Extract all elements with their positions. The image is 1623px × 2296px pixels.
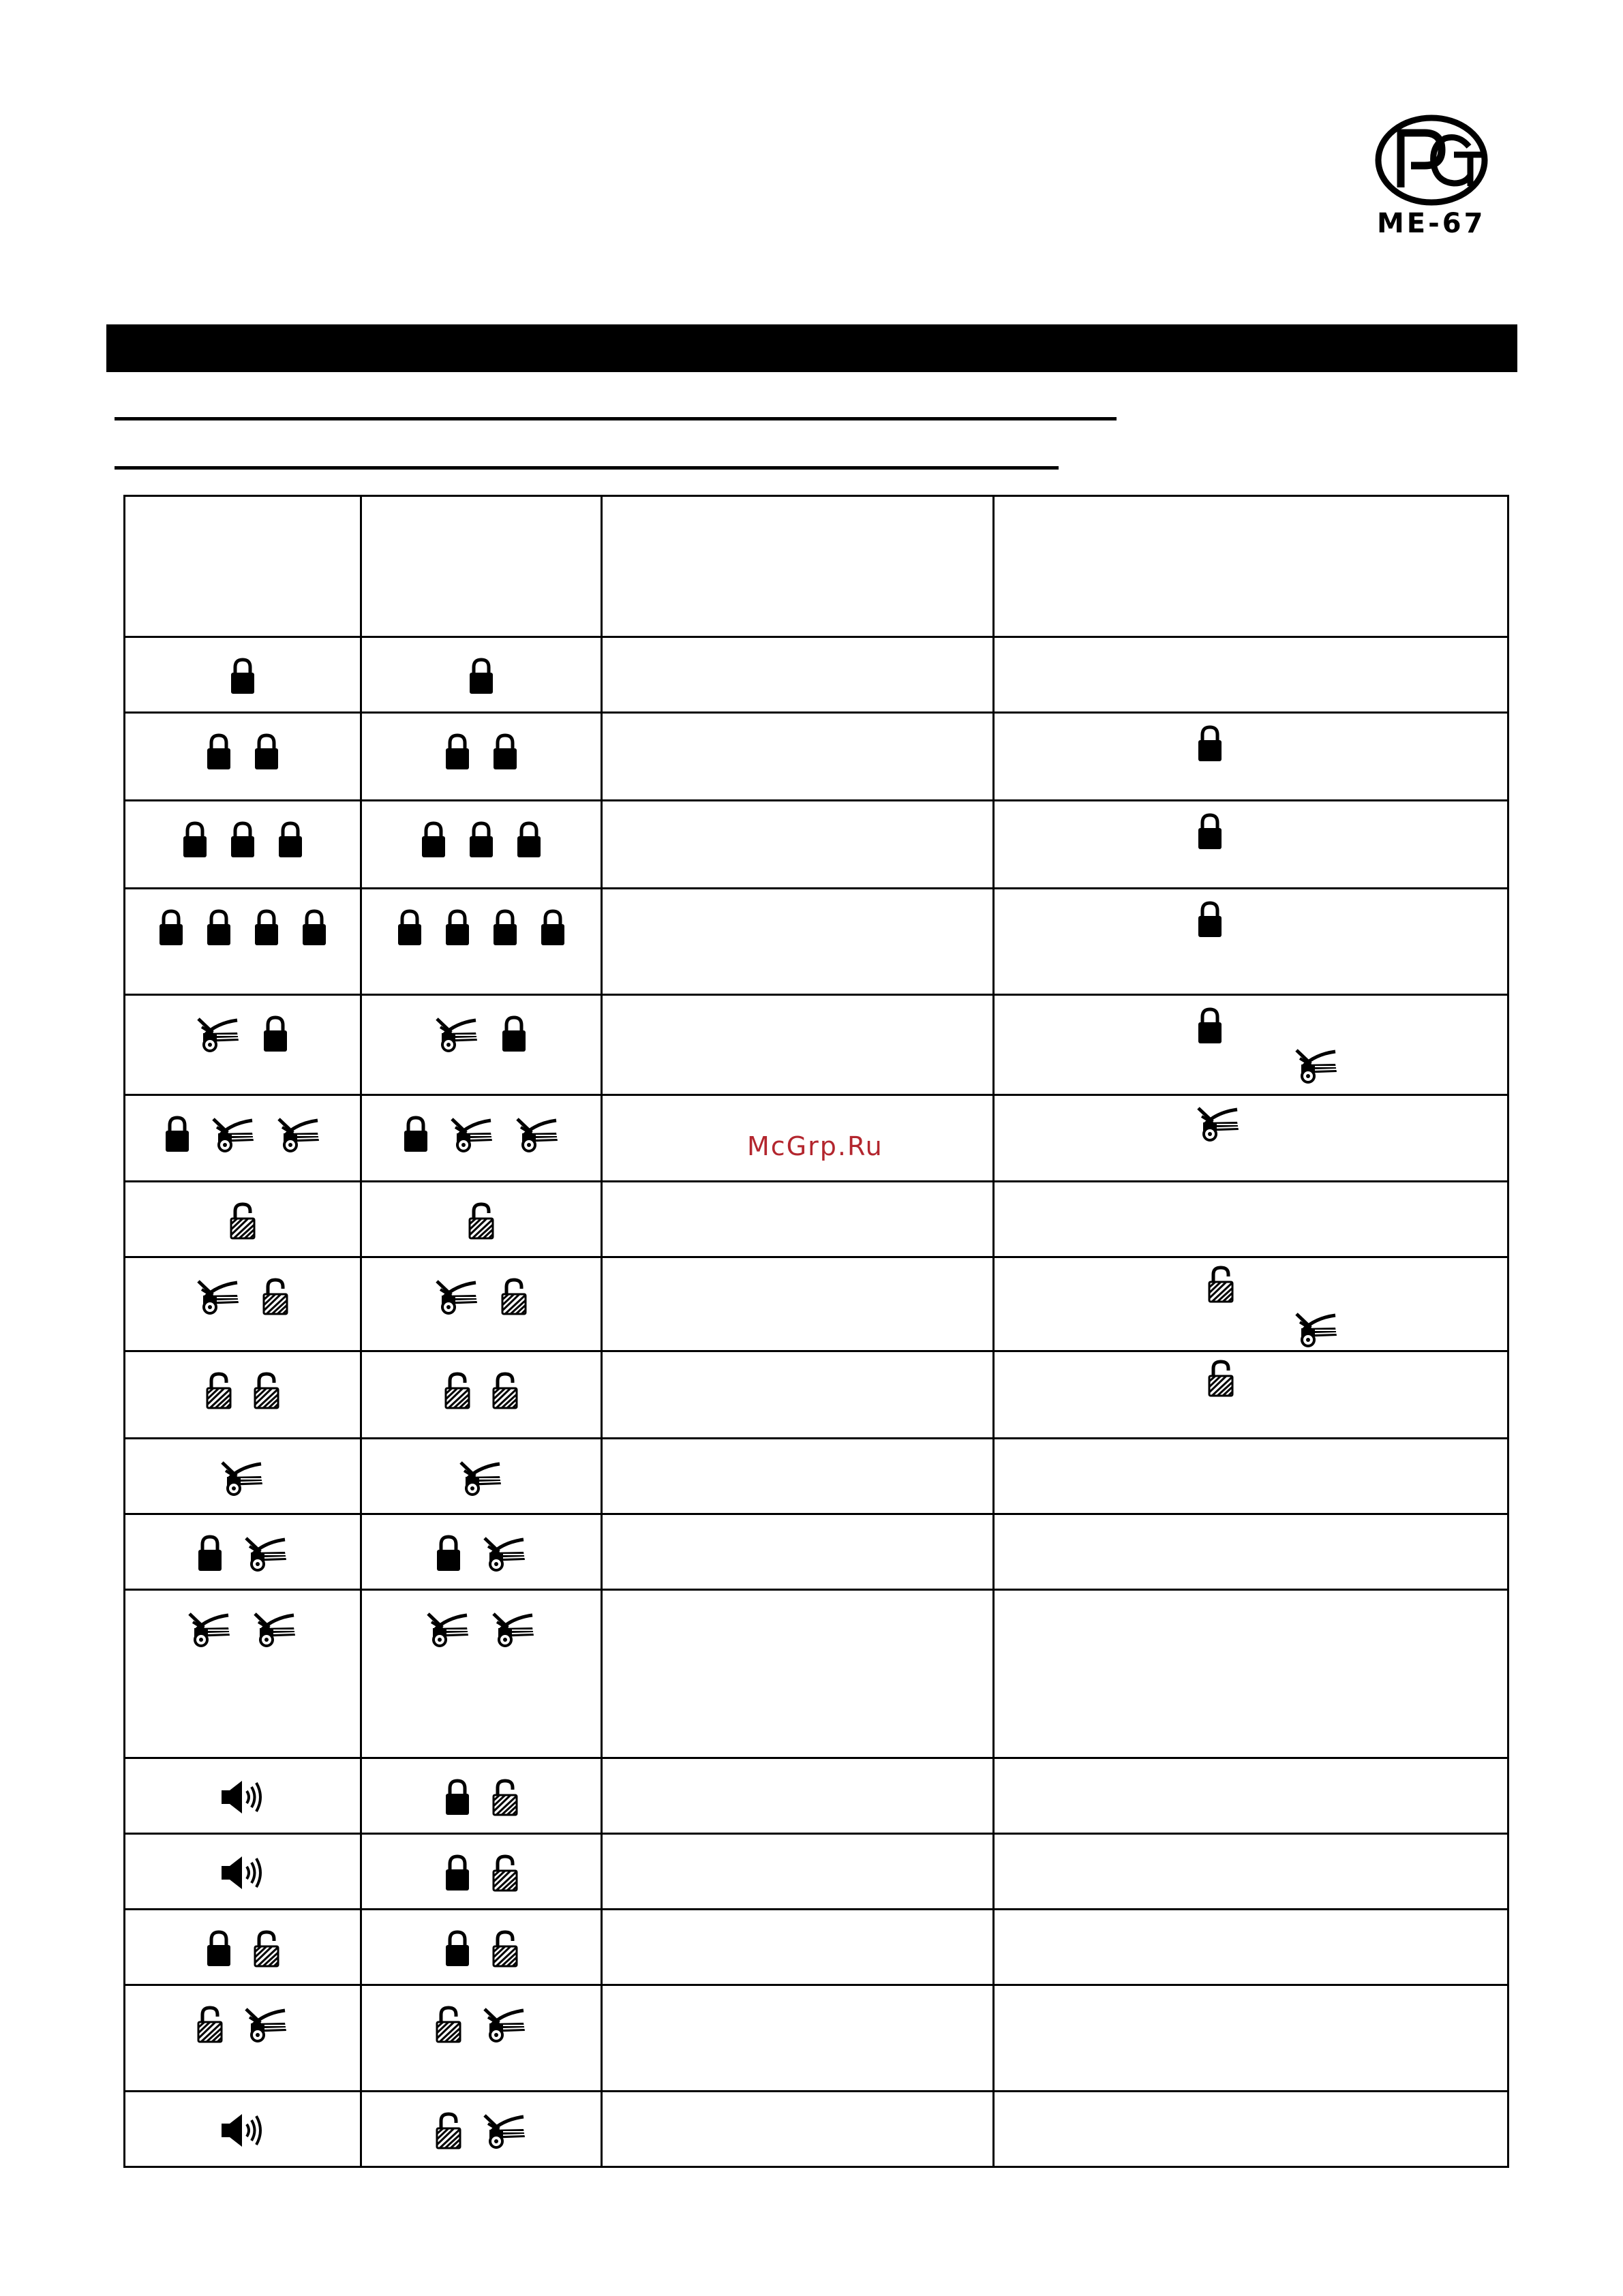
event-description-cell bbox=[602, 1985, 994, 2092]
remote-signal-cell bbox=[125, 713, 361, 801]
icon-group bbox=[125, 1182, 360, 1240]
lock-closed-icon bbox=[468, 821, 495, 859]
display-signal-cell bbox=[361, 1514, 602, 1590]
lock-open-icon bbox=[1207, 1359, 1234, 1397]
icon-group bbox=[362, 1515, 601, 1572]
icon-group bbox=[125, 638, 360, 695]
notes-cell bbox=[994, 1910, 1508, 1985]
icon-group bbox=[125, 996, 360, 1053]
car-alarm-icon bbox=[196, 1277, 241, 1315]
lock-closed-icon bbox=[491, 908, 519, 947]
event-description-cell bbox=[602, 1351, 994, 1439]
car-alarm-icon bbox=[483, 2111, 528, 2149]
lock-open-icon bbox=[229, 1201, 256, 1240]
display-signal-cell bbox=[361, 1834, 602, 1910]
icon-group bbox=[362, 1910, 601, 1968]
icon-group bbox=[125, 714, 360, 771]
notes-cell bbox=[994, 713, 1508, 801]
remote-signal-cell bbox=[125, 1439, 361, 1514]
car-alarm-icon bbox=[1196, 1104, 1241, 1142]
display-signal-cell bbox=[361, 1351, 602, 1439]
lock-closed-icon bbox=[205, 1929, 232, 1968]
lock-closed-icon bbox=[164, 1115, 191, 1153]
lock-closed-icon bbox=[468, 657, 495, 695]
table-row bbox=[125, 1590, 1508, 1758]
lock-open-icon bbox=[444, 1371, 471, 1409]
lock-open-icon bbox=[253, 1929, 280, 1968]
lock-open-icon bbox=[491, 1778, 519, 1816]
car-alarm-icon bbox=[244, 1534, 289, 1572]
event-description-cell bbox=[602, 2092, 994, 2167]
icon-group bbox=[125, 1096, 360, 1153]
icon-group bbox=[362, 1986, 601, 2043]
remote-signal-cell bbox=[125, 1834, 361, 1910]
notes-cell bbox=[994, 637, 1508, 713]
remote-signal-cell bbox=[125, 1182, 361, 1257]
table-row bbox=[125, 1834, 1508, 1910]
table-row bbox=[125, 1257, 1508, 1351]
header-cell bbox=[125, 496, 361, 637]
remote-signal-cell bbox=[125, 1257, 361, 1351]
table-row bbox=[125, 889, 1508, 995]
lock-closed-icon bbox=[1196, 812, 1224, 851]
icon-group bbox=[125, 1986, 360, 2043]
display-signal-cell bbox=[361, 1182, 602, 1257]
lock-open-icon bbox=[262, 1277, 289, 1315]
lock-closed-icon bbox=[539, 908, 566, 947]
icon-group bbox=[125, 1258, 360, 1315]
lock-open-icon bbox=[491, 1854, 519, 1892]
display-signal-cell bbox=[361, 801, 602, 889]
lock-open-icon bbox=[196, 2005, 224, 2043]
display-signal-cell bbox=[361, 637, 602, 713]
speaker-icon bbox=[220, 1854, 265, 1892]
lock-closed-icon bbox=[262, 1015, 289, 1053]
lock-closed-icon bbox=[1196, 1007, 1224, 1045]
notes-cell bbox=[994, 2092, 1508, 2167]
car-alarm-icon bbox=[426, 1610, 471, 1648]
event-description-cell bbox=[602, 1182, 994, 1257]
remote-signal-cell bbox=[125, 1095, 361, 1182]
notes-cell bbox=[994, 1758, 1508, 1834]
header-row bbox=[125, 496, 1508, 637]
display-signal-cell bbox=[361, 1910, 602, 1985]
event-description-cell bbox=[602, 1590, 994, 1758]
remote-signal-cell bbox=[125, 637, 361, 713]
display-signal-cell bbox=[361, 889, 602, 995]
speaker-icon bbox=[220, 1778, 265, 1816]
lock-closed-icon bbox=[229, 821, 256, 859]
display-signal-cell bbox=[361, 713, 602, 801]
heading-underline bbox=[115, 417, 1117, 420]
icon-group bbox=[125, 1591, 360, 1648]
icon-group bbox=[125, 1515, 360, 1572]
table-row bbox=[125, 801, 1508, 889]
icon-group bbox=[362, 638, 601, 695]
table-row bbox=[125, 637, 1508, 713]
event-description-cell bbox=[602, 1257, 994, 1351]
car-alarm-icon bbox=[515, 1115, 560, 1153]
icon-group bbox=[362, 1835, 601, 1892]
event-description-cell bbox=[602, 1439, 994, 1514]
lock-closed-icon bbox=[500, 1015, 528, 1053]
remote-signal-cell bbox=[125, 889, 361, 995]
icon-group bbox=[125, 1439, 360, 1497]
lock-closed-icon bbox=[444, 908, 471, 947]
icon-group bbox=[125, 1835, 360, 1892]
icon-group bbox=[125, 2092, 360, 2149]
car-alarm-icon bbox=[1294, 1310, 1339, 1348]
remote-signal-cell bbox=[125, 2092, 361, 2167]
watermark: McGrp.Ru bbox=[747, 1131, 883, 1161]
lock-closed-icon bbox=[402, 1115, 429, 1153]
speaker-icon bbox=[220, 2111, 265, 2149]
notes-cell bbox=[994, 1439, 1508, 1514]
lock-closed-icon bbox=[1196, 900, 1224, 938]
lock-closed-icon bbox=[420, 821, 447, 859]
event-description-cell bbox=[602, 637, 994, 713]
notes-cell bbox=[994, 1182, 1508, 1257]
car-alarm-icon bbox=[491, 1610, 536, 1648]
notes-cell bbox=[994, 995, 1508, 1095]
car-alarm-icon bbox=[483, 2005, 528, 2043]
lock-closed-icon bbox=[253, 908, 280, 947]
table-row bbox=[125, 713, 1508, 801]
icon-group bbox=[362, 2092, 601, 2149]
certificate-code: ME-67 bbox=[1377, 208, 1486, 239]
car-alarm-icon bbox=[196, 1015, 241, 1053]
car-alarm-icon bbox=[211, 1115, 256, 1153]
notes-cell bbox=[994, 889, 1508, 995]
notes-cell bbox=[994, 1257, 1508, 1351]
event-description-cell bbox=[602, 1834, 994, 1910]
icon-group bbox=[362, 801, 601, 859]
icon-group bbox=[362, 1591, 601, 1648]
car-alarm-icon bbox=[1294, 1046, 1339, 1084]
header-cell bbox=[994, 496, 1508, 637]
lock-closed-icon bbox=[229, 657, 256, 695]
icon-group bbox=[362, 1182, 601, 1240]
event-description-cell bbox=[602, 1910, 994, 1985]
lock-open-icon bbox=[500, 1277, 528, 1315]
display-signal-cell bbox=[361, 1985, 602, 2092]
table-row bbox=[125, 1758, 1508, 1834]
lock-open-icon bbox=[1207, 1265, 1234, 1303]
lock-open-icon bbox=[435, 2005, 462, 2043]
table-row bbox=[125, 1985, 1508, 2092]
lock-open-icon bbox=[253, 1371, 280, 1409]
event-description-cell bbox=[602, 1514, 994, 1590]
display-signal-cell bbox=[361, 1257, 602, 1351]
notes-cell bbox=[994, 1351, 1508, 1439]
section-header-bar bbox=[106, 324, 1517, 372]
header-cell bbox=[361, 496, 602, 637]
car-alarm-icon bbox=[483, 1534, 528, 1572]
event-description-cell bbox=[602, 1758, 994, 1834]
lock-closed-icon bbox=[301, 908, 328, 947]
lock-closed-icon bbox=[444, 1929, 471, 1968]
car-alarm-icon bbox=[435, 1015, 480, 1053]
car-alarm-icon bbox=[187, 1610, 232, 1648]
lock-closed-icon bbox=[205, 908, 232, 947]
table-row bbox=[125, 2092, 1508, 2167]
notes-cell bbox=[994, 1834, 1508, 1910]
lock-closed-icon bbox=[444, 1854, 471, 1892]
table-row bbox=[125, 1439, 1508, 1514]
notes-cell bbox=[994, 1590, 1508, 1758]
icon-group bbox=[125, 1352, 360, 1409]
notes-cell bbox=[994, 1095, 1508, 1182]
subheading-underline bbox=[115, 466, 1059, 470]
car-alarm-icon bbox=[435, 1277, 480, 1315]
remote-signal-cell bbox=[125, 801, 361, 889]
lock-open-icon bbox=[468, 1201, 495, 1240]
car-alarm-icon bbox=[253, 1610, 298, 1648]
lock-closed-icon bbox=[277, 821, 304, 859]
table-row bbox=[125, 1351, 1508, 1439]
notes-cell bbox=[994, 1514, 1508, 1590]
icon-group bbox=[362, 1439, 601, 1497]
lock-open-icon bbox=[435, 2111, 462, 2149]
table-row bbox=[125, 1182, 1508, 1257]
car-alarm-icon bbox=[244, 2005, 289, 2043]
event-description-cell bbox=[602, 889, 994, 995]
certification-mark bbox=[1374, 112, 1493, 208]
lock-closed-icon bbox=[396, 908, 423, 947]
lock-closed-icon bbox=[1196, 724, 1224, 763]
display-signal-cell bbox=[361, 1439, 602, 1514]
events-table bbox=[123, 495, 1509, 2168]
event-description-cell bbox=[602, 995, 994, 1095]
remote-signal-cell bbox=[125, 1758, 361, 1834]
notes-cell bbox=[994, 1985, 1508, 2092]
display-signal-cell bbox=[361, 1758, 602, 1834]
remote-signal-cell bbox=[125, 1985, 361, 2092]
lock-closed-icon bbox=[205, 733, 232, 771]
lock-closed-icon bbox=[181, 821, 209, 859]
icon-group bbox=[362, 1759, 601, 1816]
icon-group bbox=[362, 714, 601, 771]
table-row bbox=[125, 1910, 1508, 1985]
icon-group bbox=[362, 1096, 601, 1153]
remote-signal-cell bbox=[125, 1590, 361, 1758]
table-row bbox=[125, 1514, 1508, 1590]
display-signal-cell bbox=[361, 995, 602, 1095]
header-cell bbox=[602, 496, 994, 637]
lock-closed-icon bbox=[444, 1778, 471, 1816]
lock-closed-icon bbox=[515, 821, 543, 859]
lock-open-icon bbox=[491, 1371, 519, 1409]
icon-group bbox=[362, 889, 601, 947]
pct-logo-icon bbox=[1374, 112, 1493, 208]
car-alarm-icon bbox=[277, 1115, 322, 1153]
display-signal-cell bbox=[361, 1590, 602, 1758]
icon-group bbox=[125, 1759, 360, 1816]
lock-closed-icon bbox=[157, 908, 185, 947]
icon-group bbox=[362, 1258, 601, 1315]
notes-cell bbox=[994, 801, 1508, 889]
lock-open-icon bbox=[205, 1371, 232, 1409]
lock-open-icon bbox=[491, 1929, 519, 1968]
remote-signal-cell bbox=[125, 995, 361, 1095]
remote-signal-cell bbox=[125, 1910, 361, 1985]
remote-signal-cell bbox=[125, 1351, 361, 1439]
event-description-cell bbox=[602, 801, 994, 889]
lock-closed-icon bbox=[196, 1534, 224, 1572]
event-description-cell bbox=[602, 713, 994, 801]
icon-group bbox=[362, 1352, 601, 1409]
icon-group bbox=[362, 996, 601, 1053]
lock-closed-icon bbox=[435, 1534, 462, 1572]
car-alarm-icon bbox=[220, 1458, 265, 1497]
remote-signal-cell bbox=[125, 1514, 361, 1590]
display-signal-cell bbox=[361, 2092, 602, 2167]
display-signal-cell bbox=[361, 1095, 602, 1182]
car-alarm-icon bbox=[459, 1458, 504, 1497]
car-alarm-icon bbox=[450, 1115, 495, 1153]
lock-closed-icon bbox=[253, 733, 280, 771]
lock-closed-icon bbox=[491, 733, 519, 771]
table-row bbox=[125, 995, 1508, 1095]
icon-group bbox=[125, 801, 360, 859]
lock-closed-icon bbox=[444, 733, 471, 771]
icon-group bbox=[125, 889, 360, 947]
icon-group bbox=[125, 1910, 360, 1968]
